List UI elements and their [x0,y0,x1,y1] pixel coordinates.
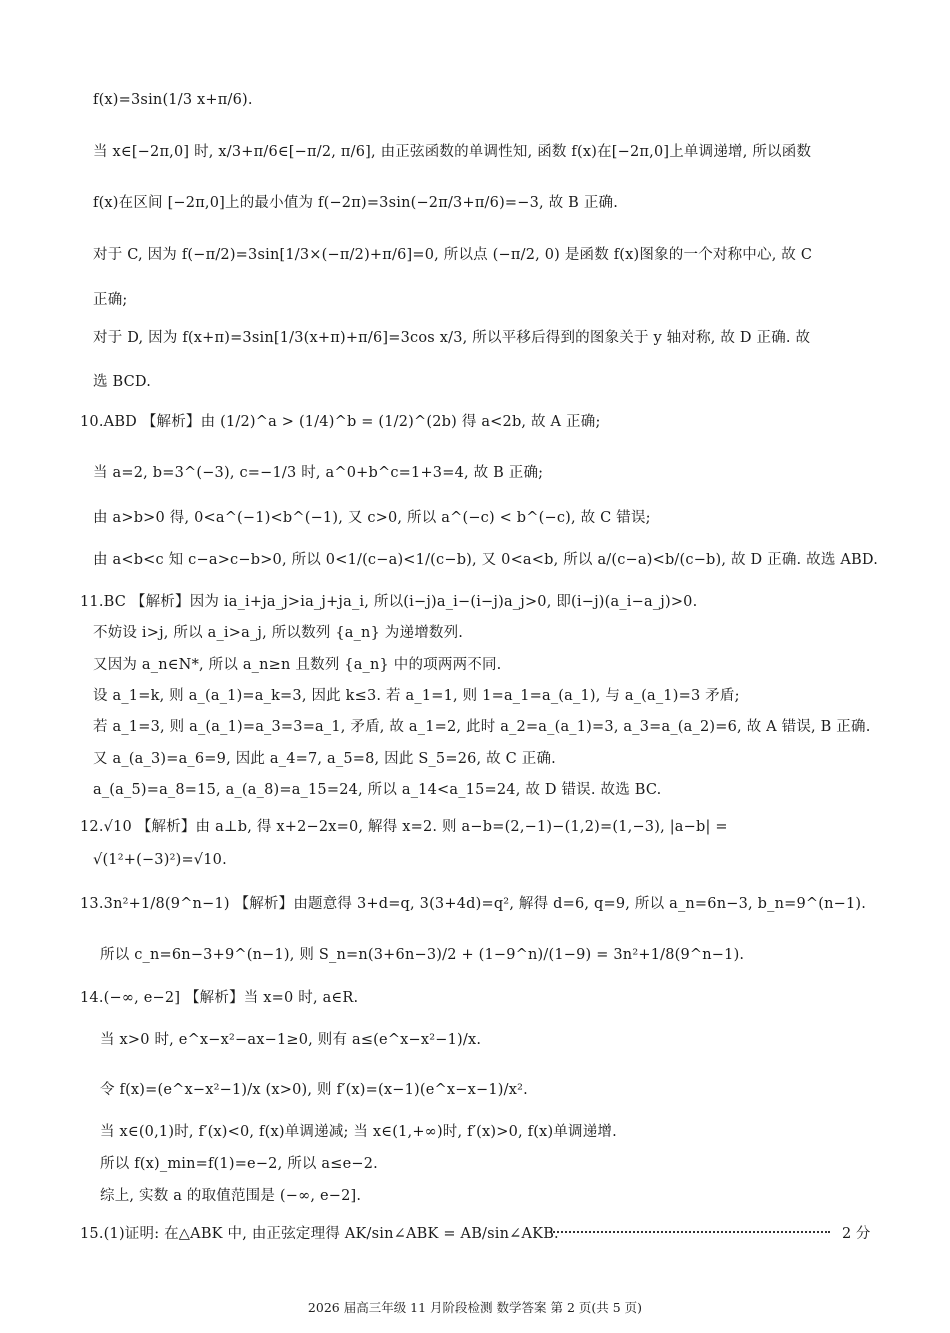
text-line: √(1²+(−3)²)=√10. [93,852,227,868]
text-line: 当 x>0 时, e^x−x²−ax−1≥0, 则有 a≤(e^x−x²−1)/x. [100,1032,482,1048]
text-line: 选 BCD. [93,374,152,390]
text-line: 15.(1)证明: 在△ABK 中, 由正弦定理得 AK/sin∠ABK = AB/sin∠AKB. [80,1226,559,1242]
text-line: 又 a_(a_3)=a_6=9, 因此 a_4=7, a_5=8, 因此 S_5=26, 故 C 正确. [93,751,556,767]
text-line: a_(a_5)=a_8=15, a_(a_8)=a_15=24, 所以 a_14<a_15=24, 故 D 错误. 故选 BC. [93,782,662,798]
text-line: 对于 C, 因为 f(−π/2)=3sin[1/3×(−π/2)+π/6]=0, 所以点 (−π/2, 0) 是函数 f(x)图象的一个对称中心, 故 C [93,247,813,263]
text-line: 设 a_1=k, 则 a_(a_1)=a_k=3, 因此 k≤3. 若 a_1=1, 则 1=a_1=a_(a_1), 与 a_(a_1)=3 矛盾; [93,688,740,704]
text-line: 正确; [93,292,128,308]
text-line: 对于 D, 因为 f(x+π)=3sin[1/3(x+π)+π/6]=3cos x/3, 所以平移后得到的图象关于 y 轴对称, 故 D 正确. 故 [93,330,811,346]
text-line: 当 x∈(0,1)时, f′(x)<0, f(x)单调递减; 当 x∈(1,+∞)时, f′(x)>0, f(x)单调递增. [100,1124,617,1140]
text-line: f(x)=3sin(1/3 x+π/6). [93,92,253,108]
text-line: 11.BC 【解析】因为 ia_i+ja_j>ia_j+ja_i, 所以(i−j)a_i−(i−j)a_j>0, 即(i−j)(a_i−a_j)>0. [80,594,698,610]
text-line: 由 a>b>0 得, 0<a^(−1)<b^(−1), 又 c>0, 所以 a^(−c) < b^(−c), 故 C 错误; [93,510,651,526]
text-line: 当 x∈[−2π,0] 时, x/3+π/6∈[−π/2, π/6], 由正弦函数的单调性知, 函数 f(x)在[−2π,0]上单调递增, 所以函数 [93,144,812,160]
text-line: 14.(−∞, e−2] 【解析】当 x=0 时, a∈R. [80,990,359,1006]
text-line: 当 a=2, b=3^(−3), c=−1/3 时, a^0+b^c=1+3=4, 故 B 正确; [93,465,544,481]
leader-dots [550,1230,830,1233]
text-line: 综上, 实数 a 的取值范围是 (−∞, e−2]. [100,1188,362,1204]
text-line: 10.ABD 【解析】由 (1/2)^a > (1/4)^b = (1/2)^(2b) 得 a<2b, 故 A 正确; [80,414,601,430]
text-line: 由 a<b<c 知 c−a>c−b>0, 所以 0<1/(c−a)<1/(c−b), 又 0<a<b, 所以 a/(c−a)<b/(c−b), 故 D 正确. 故选 ABD. [93,552,879,568]
page-footer: 2026 届高三年级 11 月阶段检测 数学答案 第 2 页(共 5 页) [307,1300,643,1315]
text-line: 若 a_1=3, 则 a_(a_1)=a_3=3=a_1, 矛盾, 故 a_1=2, 此时 a_2=a_(a_1)=3, a_3=a_(a_2)=6, 故 A 错误, B 正确. [93,719,871,735]
text-line: 所以 c_n=6n−3+9^(n−1), 则 S_n=n(3+6n−3)/2 + (1−9^n)/(1−9) = 3n²+1/8(9^n−1). [100,947,745,963]
text-line: 所以 f(x)_min=f(1)=e−2, 所以 a≤e−2. [100,1156,378,1172]
text-line: 不妨设 i>j, 所以 a_i>a_j, 所以数列 {a_n} 为递增数列. [93,625,464,641]
text-line: 13.3n²+1/8(9^n−1) 【解析】由题意得 3+d=q, 3(3+4d)=q², 解得 d=6, q=9, 所以 a_n=6n−3, b_n=9^(n−1). [80,896,867,912]
text-line: 又因为 a_n∈N*, 所以 a_n≥n 且数列 {a_n} 中的项两两不同. [93,657,502,673]
text-line: 令 f(x)=(e^x−x²−1)/x (x>0), 则 f′(x)=(x−1)(e^x−x−1)/x². [100,1082,528,1098]
text-line: f(x)在区间 [−2π,0]上的最小值为 f(−2π)=3sin(−2π/3+π/6)=−3, 故 B 正确. [93,195,619,211]
text-line: 12.√10 【解析】由 a⊥b, 得 x+2−2x=0, 解得 x=2. 则 a−b=(2,−1)−(1,2)=(1,−3), |a−b| = [80,819,728,835]
score-label: 2 分 [842,1226,871,1242]
